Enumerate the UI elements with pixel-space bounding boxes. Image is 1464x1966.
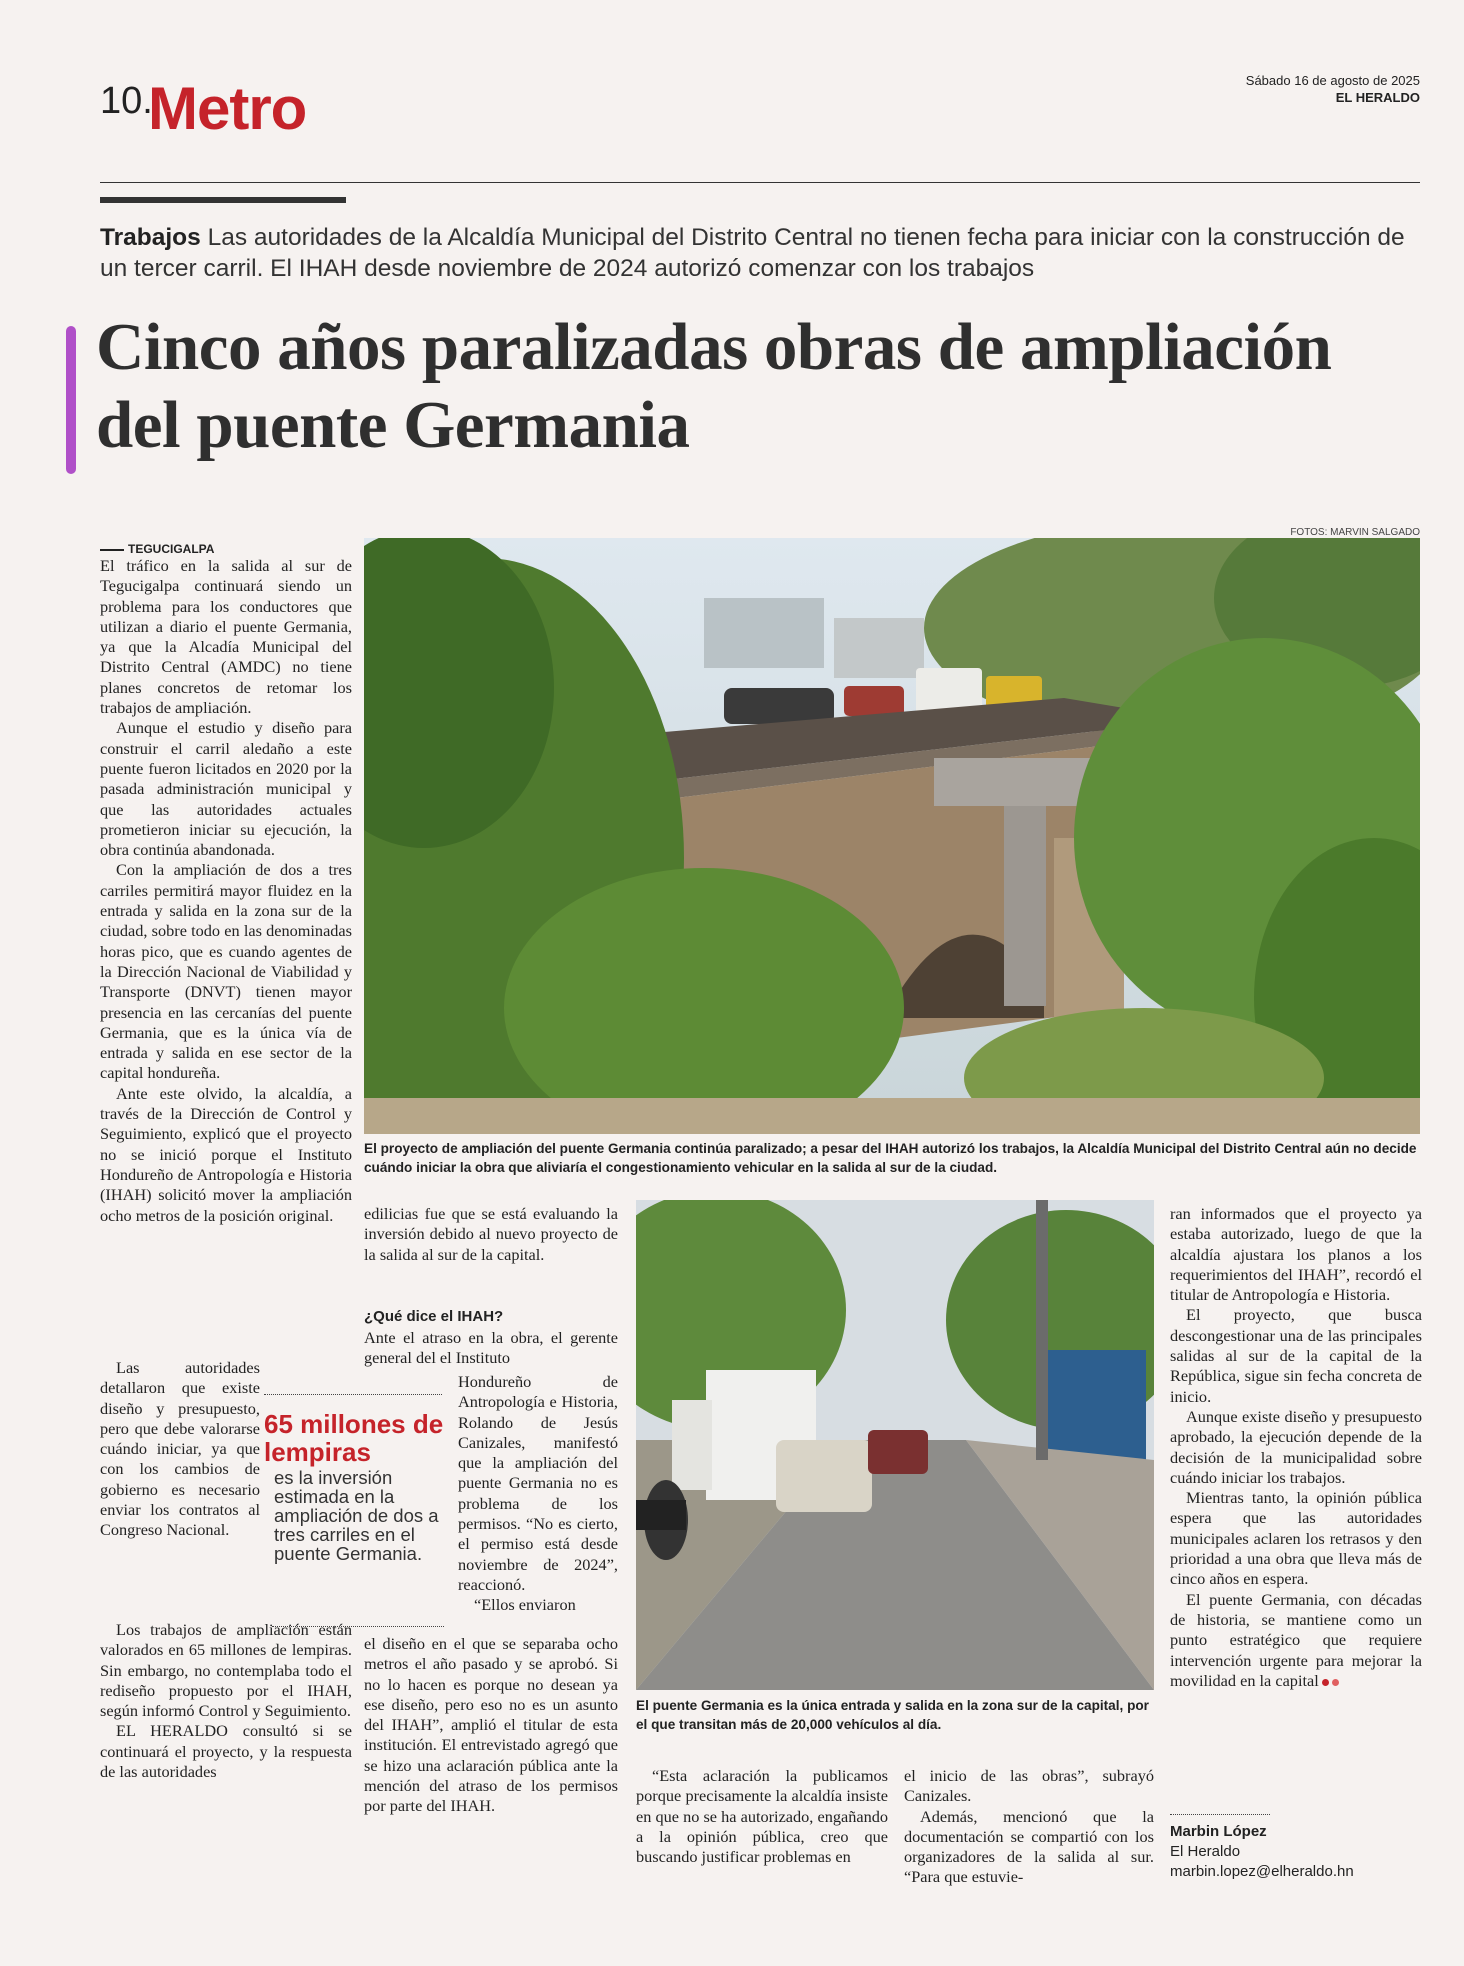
kicker-text: Las autoridades de la Alcaldía Municipal del Distrito Central no tienen fecha para iniciar con la construcción de un tercer carril. El IHAH desde noviembre de 2024 autorizó comenzar con los trabajos [100, 224, 1405, 282]
column-5 [1170, 1204, 1422, 1691]
page-number: 10. [100, 80, 153, 122]
column-1-bottom [100, 1620, 352, 1782]
paragraph: El proyecto, que busca descongestionar una de las principales salidas al sur de la capital de la República, sigue sin fecha concreta de inicio. [1170, 1305, 1422, 1406]
author-rule [1170, 1814, 1270, 1815]
column-3 [636, 1766, 888, 1867]
bridge-photo [364, 538, 1420, 1134]
traffic-photo-illustration [636, 1200, 1154, 1690]
kicker-label: Trabajos [100, 224, 201, 251]
date-text: Sábado 16 de agosto de 2025 [1245, 73, 1420, 88]
column-1-top [100, 556, 352, 1226]
column-2-bottom [364, 1634, 618, 1817]
paragraph: Hondureño de Antropología e Historia, Rolando de Jesús Canizales, manifestó que la ampliación del puente Germania no es problema de los permisos. “No es cierto, el permiso está desde noviembre de 2024”, reaccionó. [458, 1372, 618, 1594]
paragraph: el diseño en el que se separaba ocho metros el año pasado y se aprobó. Si no lo hacen es porque no desean ya ese diseño, pero eso no es un asunto del IHAH”, amplió el titular de esta institución. El entrevistado agregó que se hizo una aclaración pública ante la mención del atraso de los permisos por parte del IHAH. [364, 1634, 618, 1816]
paragraph: EL HERALDO consultó si se continuará el proyecto, y la respuesta de las autoridades [100, 1721, 352, 1782]
paragraph: Ante este olvido, la alcaldía, a través de la Dirección de Control y Seguimiento, explicó que el proyecto no se inició porque el Instituto Hondureño de Antropología e Historia (IHAH) solicitó mover la ampliación ocho metros de la posición original. [100, 1083, 352, 1225]
pull-quote-rule-bottom [272, 1626, 444, 1627]
pull-quote-figure: 65 millones de lempiras [264, 1409, 444, 1467]
headline: Cinco años paralizadas obras de ampliación del puente Germania [96, 310, 1332, 462]
closing-text: El puente Germania, con décadas de historia, se mantiene como un punto estratégico que requiere intervención urgente para mejorar la movilidad en la capital [1170, 1589, 1422, 1690]
paragraph: Además, mencionó que la documentación se compartió con los organizadores de la salida al sur. “Para que estuvie- [904, 1806, 1154, 1887]
paragraph: ran informados que el proyecto ya estaba autorizado, luego de que la alcaldía ajustara los planos a los requerimientos del IHAH”, recordó el titular de Antropología e Historia. [1170, 1204, 1422, 1305]
paragraph-end [1170, 1590, 1422, 1691]
column-2-intro [364, 1328, 618, 1369]
paragraph: Aunque el estudio y diseño para construir el carril aledaño a este puente fueron licitados en 2020 por la pasada administración municipal y que las autoridades actuales prometieron iniciar su ejecución, la obra continúa abandonada. [100, 718, 352, 860]
paragraph: Con la ampliación de dos a tres carriles permitirá mayor fluidez en la entrada y salida en la zona sur de la ciudad, sobre todo en las denominadas horas pico, que es cuando agentes de la Dirección Nacional de Viabilidad y Transporte (DNVT) tienen mayor presencia en las cercanías del puente Germania, que es la única vía de entrada y salida en ese sector de la capital hondureña. [100, 860, 352, 1083]
highlighter-mark [66, 326, 76, 474]
end-mark-icon [1322, 1679, 1329, 1686]
issue-date [1246, 72, 1420, 106]
subheading: ¿Qué dice el IHAH? [364, 1308, 504, 1325]
kicker [100, 222, 1420, 284]
paragraph: “Esta aclaración la publicamos porque precisamente la alcaldía insiste en que no se ha autorizado, engañando a la opinión pública, creo que buscando justificar problemas en [636, 1766, 888, 1867]
photo-credit: FOTOS: MARVIN SALGADO [1290, 527, 1420, 538]
paragraph: Ante el atraso en la obra, el gerente general del el Instituto [364, 1328, 618, 1368]
header-rule [100, 182, 1420, 183]
column-2-narrow [458, 1372, 618, 1616]
paragraph: Aunque existe diseño y presupuesto aprobado, la ejecución depende de la decisión de la municipalidad sobre cuándo iniciar los trabajos. [1170, 1406, 1422, 1487]
paragraph: “Ellos enviaron [474, 1595, 576, 1615]
author-block [1170, 1822, 1354, 1882]
column-4 [904, 1766, 1154, 1888]
section-title: Metro [148, 75, 307, 142]
photo-caption-1: El proyecto de ampliación del puente Germania continúa paralizado; a pesar del IHAH autorizó los trabajos, la Alcaldía Municipal del Distrito Central aún no decide cuándo iniciar la obra que aliviaría el congestionamiento vehicular en la salida al sur de la ciudad. [364, 1141, 1417, 1175]
traffic-photo [636, 1200, 1154, 1690]
paragraph: Mientras tanto, la opinión pública espera que las autoridades municipales aclaren los retrasos y den prioridad a una obra que lleva más de cinco años en espera. [1170, 1488, 1422, 1589]
photo-caption-2: El puente Germania es la única entrada y salida en la zona sur de la capital, por el que transitan más de 20,000 vehículos al día. [636, 1698, 1149, 1732]
paragraph: Los trabajos de ampliación están valorados en 65 millones de lempiras. Sin embargo, no contemplaba todo el rediseño propuesto por el IHAH, según informó Control y Seguimiento. [100, 1620, 352, 1721]
pull-quote-rule-top [264, 1394, 442, 1395]
paragraph: El tráfico en la salida al sur de Tegucigalpa continuará siendo un problema para los conductores que utilizan a diario el puente Germania, ya que la Alcadía Municipal del Distrito Central (AMDC) no tiene planes concretos de retomar los trabajos de ampliación. [100, 556, 352, 718]
author-outlet: El Heraldo [1170, 1843, 1241, 1860]
column-1-narrow [100, 1358, 260, 1541]
author-name: Marbin López [1170, 1823, 1267, 1840]
pull-quote-text: es la inversión estimada en la ampliación de dos a tres carriles en el puente Germania. [274, 1467, 439, 1564]
section-rule [100, 197, 346, 203]
dateline: TEGUCIGALPA [100, 542, 214, 556]
column-2-top [364, 1204, 618, 1265]
paragraph: Las autoridades detallaron que existe diseño y presupuesto, pero que debe valorarse cuándo iniciar, ya que con los cambios de gobierno es necesario enviar los contratos al Congreso Nacional. [100, 1358, 260, 1540]
newspaper-name: EL HERALDO [1335, 90, 1420, 105]
end-mark-icon [1332, 1679, 1339, 1686]
paragraph: edilicias fue que se está evaluando la inversión debido al nuevo proyecto de la salida al sur de la capital. [364, 1204, 618, 1264]
paragraph: el inicio de las obras”, subrayó Canizales. [904, 1766, 1154, 1806]
bridge-photo-illustration [364, 538, 1420, 1134]
author-email[interactable]: marbin.lopez@elheraldo.hn [1170, 1863, 1354, 1880]
